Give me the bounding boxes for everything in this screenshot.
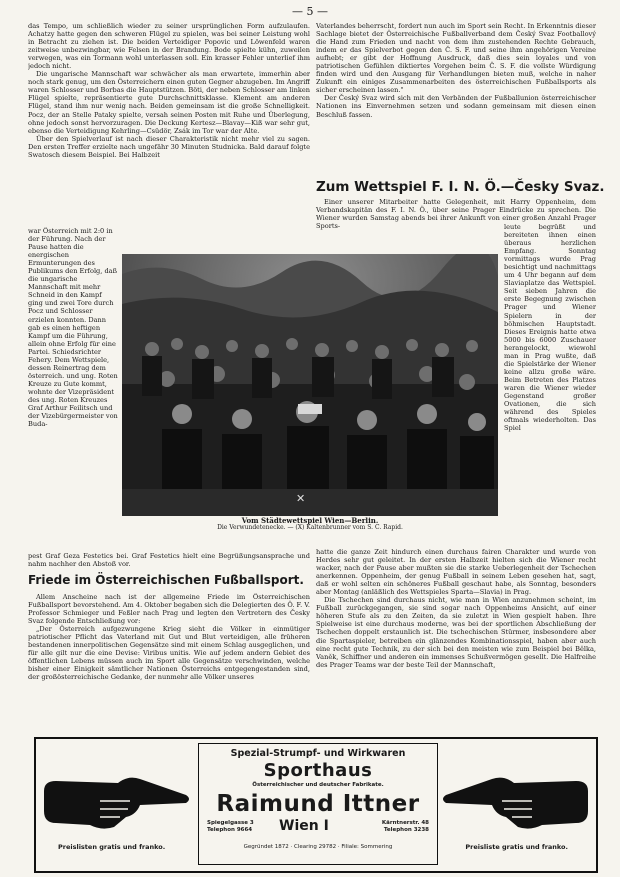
ad-address [199, 820, 437, 842]
paragraph: leute begrüßt und bereiteten ihnen einen überaus herzlichen Empfang. Sonntag vormittags wurde Prag besichtigt und nachmittags um 4 Uhr begann auf dem Slaviaplatze das Wettspiel. Seit sieben Jahren die erste Begegnung zwischen Prager und Wiener Spielern in der böhmischen Hauptstadt. Dieses Ereignis hatte etwa 5000 bis 6000 Zuschauer herangelockt, wiewohl man in Prag wußte, daß die Spielstärke der Wiener keine allzu große wäre. Beim Betreten des Platzes waren die Wiener wieder Gegenstand großer Ovationen, die sich während des Spieles oftmals wiederholten. Das Spiel [504, 223, 596, 433]
ad-company-name: Raimund Ittner [216, 791, 420, 817]
paragraph: pest Graf Geza Festetics bei. Graf Festetics hielt eine Begrüßungsansprache und nahm nachher den Abstoß vor. [28, 552, 310, 569]
paragraph: war Österreich mit 2:0 in der Führung. Nach der Pause hatten die energischen Ermunterungen des Publikums den Erfolg, daß die ungarische Mannschaft mit mehr Schneid in den Kampf ging und zwei Tore durch Pocz und Schlosser erzielen konnten. Dann gab es einen heftigen Kampf um die Führung, allein ohne Erfolg für eine Partei. Schiedsrichter Fehery. Dem Wettspiele, dessen Reinertrag dem österreich. und ung. Roten Kreuze zu Gute kommt, wohnte der Vizepräsident des ung. Roten Kreuzes Graf Arthur Feilitsch und der Vizebürgermeister von Buda- [28, 227, 118, 429]
photo-illustration [122, 254, 498, 516]
below-photo-text [28, 552, 310, 568]
article-right-top [316, 22, 596, 172]
ad-address-right-phone: Telephon 3238 [383, 826, 429, 833]
paragraph: Die Tschechen sind durchaus nicht, wie man in Wien anzunehmen scheint, im Fußball zurückgegangen, sie sind sogar nach Oppenheims Ansicht, auf einer höheren Stufe als zu den Zeiten, da sie zuletzt in Wien gespielt haben. Ihre Spielweise ist eine durchaus moderne, was bei der sportlichen Abschließung der Tschechen doppelt erstaunlich ist. Die tschechischen Stürmer, insbesondere aber die Spartaspieler, betreiben ein glänzendes Kombinationsspiel, haben aber auch eine recht gute Technik, zu der sich bei den meisten wie zum Beispiel bei Bělka, Vaněk, Schiffner und anderen ein immenses Schußvermögen gesellt. Die Halfreihe des Prager Teams war der beste Teil der Mannschaft, [316, 596, 596, 669]
paragraph: Der Český Svaz wird sich mit den Verbänden der Fußballunion österreichischer Nationen ins Einvernehmen setzen und sodann gemeinsam mit diesen einen Beschluß fassen. [316, 94, 596, 119]
paragraph: hatte die ganze Zeit hindurch einen durchaus fairen Charakter und wurde von Herdes sehr gut geleitet. In der ersten Halbzeit hielten sich die Wiener recht wacker, nach der Pause aber mußten sie die starke Ueberlegenheit der Tschechen anerkennen. Oppenheim, der genug Fußball in seinem Leben gesehen hat, sagt, daß er wohl selten ein schöneres Fußball geschaut habe, als Sonntag, besonders aber Montag (anläßlich des Wettspieles Sparta—Slavia) in Prag. [316, 548, 596, 597]
pointing-hand-left-icon [440, 771, 592, 835]
pricelist-note-left: Preislisten gratis und franko. [58, 843, 166, 851]
ad-center-box [198, 743, 438, 865]
pointing-hand-right-icon [40, 771, 192, 835]
article-left-bottom [28, 593, 310, 731]
ad-address-right-street: Kärntnerstr. 48 [381, 820, 429, 826]
ad-line3: Österreichischer und deutscher Fabrikate. [252, 782, 384, 788]
ad-address-left-street: Spiegelgasse 3 [207, 820, 254, 826]
paragraph: Allem Anscheine nach ist der allgemeine Friede im Österreichischen Fußballsport bevorstehend. Am 4. Oktober begaben sich die Delegierten des Ö. F. V. Professor Schmieger und Feßler nach Prag und legten den Vertretern des Česky Svaz folgende Entschließung vor: [28, 593, 310, 626]
crowd-photo [122, 254, 498, 516]
ad-address-left-phone: Telephon 9664 [207, 826, 253, 833]
ad-line2: Sporthaus [263, 760, 373, 781]
svg-text:✕: ✕ [296, 492, 306, 505]
advertisement [34, 737, 598, 873]
narrow-left-column [28, 227, 118, 552]
paragraph: „Der Österreich aufgezwungene Krieg sieht die Völker in einmütiger patriotischer Pflicht das Vaterland mit Gut und Blut verteidigen, alle früheren bestandenen innerpolitischen Gegensätze sind mit einem Schlag ausgeglichen, und für alle gilt nur die eine Devise: Viribus unitis. Wie auf jedem andern Gebiet des öffentlichen Lebens müssen auch im Sport alle Gegensätze verschwinden, welche bisher einer Einigkeit sämtlicher Nationen Österreichs entgegengestanden sind, der großösterreichische Gedanke, der nunmehr alle Völker unseres [28, 625, 310, 682]
caption-title: Vom Städtewettspiel Wien—Berlin. [241, 516, 379, 525]
pricelist-note-right: Preisliste gratis und franko. [465, 843, 568, 851]
ad-address-right [359, 820, 429, 833]
caption-subtitle: Die Verwundetenecke. — (X) Kaltenbrunner vom S. C. Rapid. [217, 524, 403, 531]
heading-friede: Friede im Österreichischen Fußballsport. [28, 573, 304, 587]
article-left-top [28, 22, 310, 230]
paragraph: Über den Spielverlauf ist nach dieser Charakteristik nicht mehr viel zu sagen. Den ersten Treffer erzielte nach ungefähr 30 Minuten Studnicka. Bald darauf folgte Swatosch diesem Beispiel. Bei Halbzeit [28, 134, 310, 159]
heading-wettspiel: Zum Wettspiel F. I. N. Ö.—Česky Svaz. [316, 179, 605, 195]
paragraph: das Tempo, um schließlich wieder zu seiner ursprünglichen Form aufzulaufen. Achatzy hatte gegen den schweren Flügel zu spielen, was bei seiner Leistung wohl in Betracht zu ziehen ist. Die beiden Verteidiger Popovic und Löwenfeld waren zeitweise unbezwingbar, wie Felsen in der Brandung. Bode spielte kühn, zuweilen verwegen, was ein Tormann wohl unterlassen soll. Ein krasser Fehler unterlief ihm jedoch nicht. [28, 22, 310, 71]
paragraph: Vaterlandes beherrscht, fordert nun auch im Sport sein Recht. In Erkenntnis dieser Sachlage bietet der Österreichische Fußballverband dem Český Svaz Footballový die Hand zum Frieden und nacht von dem ihm zustehenden Rechte Gebrauch, indem er das Spielverbot gegen den Č. S. F. und seine ihm angehörigen Vereine aufhebt; er gibt der Hoffnung Ausdruck, daß dies sein loyales und von patriotischen Gefühlen diktiertes Vorgehen beim Č. S. F. die vollste Würdigung finden wird und den Ausgang für Verhandlungen bieten muß, welche in naher Zukunft ein einiges Zusammenarbeiten des österreichischen Fußballsports als sicher erscheinen lassen." [316, 22, 596, 95]
paragraph: Einer unserer Mitarbeiter hatte Gelegenheit, mit Harry Oppenheim, dem Verbandskapitän des F. I. N. Ö., über seine Prager Eindrücke zu sprechen. Die Wiener wurden Samstag abends bei ihrer Ankunft von einer großen Anzahl Prager Sports- [316, 198, 596, 231]
ad-city: Wien I [279, 818, 329, 834]
photo-caption [122, 517, 498, 531]
ad-line1: Spezial-Strumpf- und Wirkwaren [230, 748, 406, 759]
narrow-right-column [504, 223, 596, 545]
paragraph: Die ungarische Mannschaft war schwächer als man erwartete, immerhin aber noch stark genug, um den Österreichern einen guten Gegner abzugeben. Im Angriff waren Schlosser und Borbas die Hauptstützen. Böti, der neben Schlosser am linken Flügel spielte, repräsentierte gute Durchschnittsklasse. Klement am anderen Flügel, stand ihm nur wenig nach. Beiden gemeinsam ist die große Schnelligkeit. Pocz, der an Stelle Pataky spielte, versah seinen Posten mit Ruhe und Überlegung, ohne jedoch sonst hervorzuragen. Die Deckung Kertesz—Blavay—Kiß war sehr gut, ebenso die Verteidigung Kehrling—Csüdör, Zsák im Tor war der Alte. [28, 70, 310, 135]
ad-line6: Gegründet 1872 · Clearing 29782 · Filiale: Sommering [243, 844, 393, 850]
article-right-bottom [316, 548, 596, 730]
ad-address-left [207, 820, 277, 833]
page-number: — 5 — [292, 5, 328, 18]
